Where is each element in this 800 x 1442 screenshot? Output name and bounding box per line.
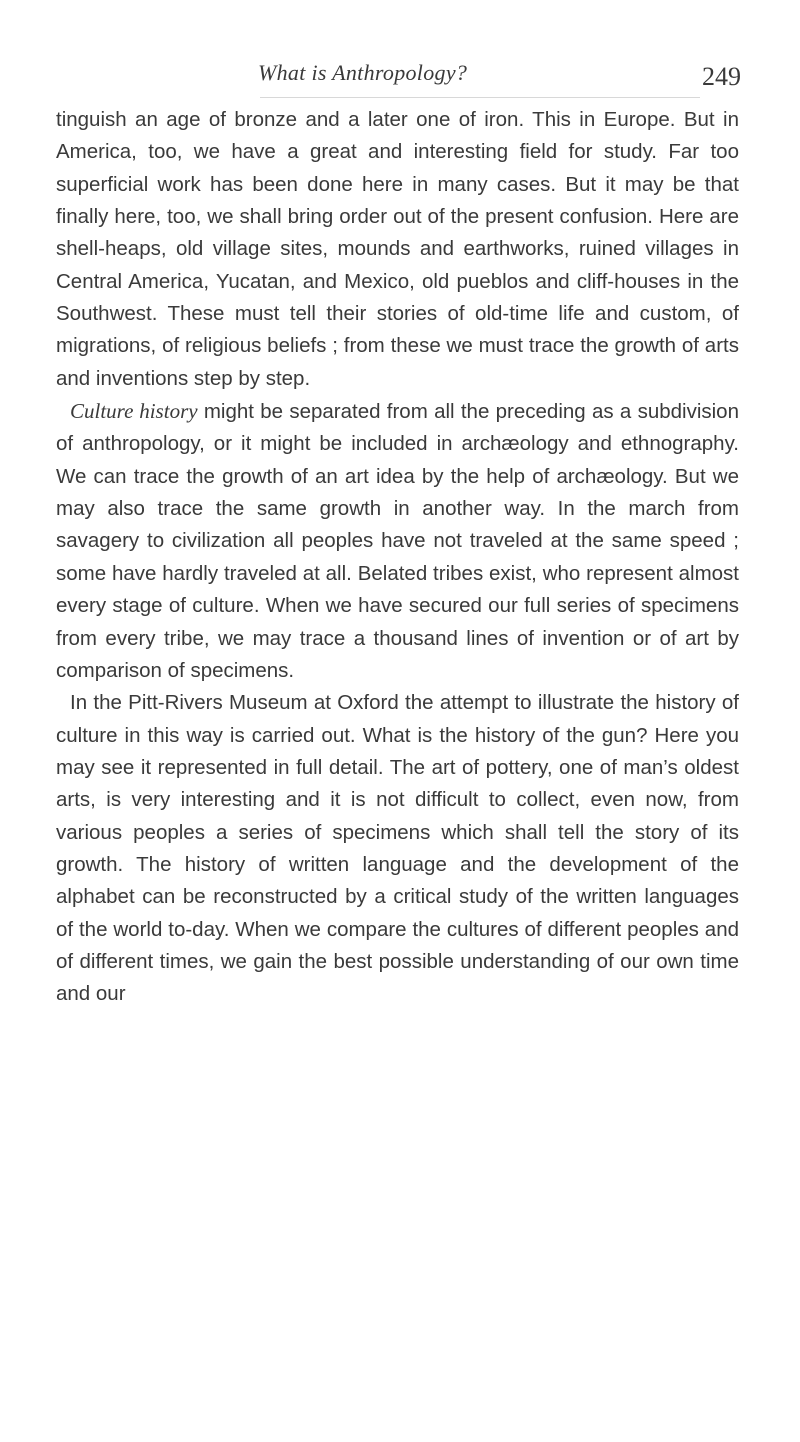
paragraph-3	[56, 687, 739, 1010]
paragraph-1	[56, 104, 739, 395]
paragraph-2-text: might be separated from all the preceding as a subdivision of anthropology, or it might be included in archæology and ethnography. We can trace the growth of an art idea by the help of archæology. But we may also trace the same growth in another way. In the march from savagery to civilization all peoples have not traveled at the same speed ; some have hardly traveled at all. Belated tribes exist, who represent almost every stage of culture. When we have secured our full series of specimens from every tribe, we may trace a thousand lines of invention or of art by comparison of specimens.	[56, 400, 739, 682]
paragraph-3-text: In the Pitt-Rivers Museum at Oxford the attempt to illustrate the history of culture in this way is carried out. What is the history of the gun? Here you may see it represented in full detail. The art of pottery, one of man’s oldest arts, is very interesting and it is not difficult to collect, even now, from various peoples a series of specimens which shall tell the story of its growth. The history of written language and the development of the alphabet can be reconstructed by a critical study of the written languages of the world to-day. When we compare the cultures of different peoples and of different times, we gain the best possible understanding of our own time and our	[56, 691, 739, 1006]
header-rule	[260, 97, 700, 98]
paragraph-2-italic-lead: Culture history	[70, 399, 198, 424]
running-head-title: What is Anthropology?	[258, 60, 468, 85]
body-text	[56, 104, 739, 1011]
paragraph-1-text: tinguish an age of bronze and a later one of iron. This in Europe. But in America, too, we have a great and interesting field for study. Far too superficial work has been done here in many cases. But it may be that finally here, too, we shall bring order out of the present confusion. Here are shell-heaps, old village sites, mounds and earthworks, ruined villages in Central America, Yucatan, and Mexico, old pueblos and cliff-houses in the Southwest. These must tell their stories of old-time life and custom, of migrations, of religious beliefs ; from these we must trace the growth of arts and inventions step by step.	[56, 108, 739, 390]
page-number: 249	[702, 62, 741, 91]
paragraph-2	[56, 395, 739, 687]
